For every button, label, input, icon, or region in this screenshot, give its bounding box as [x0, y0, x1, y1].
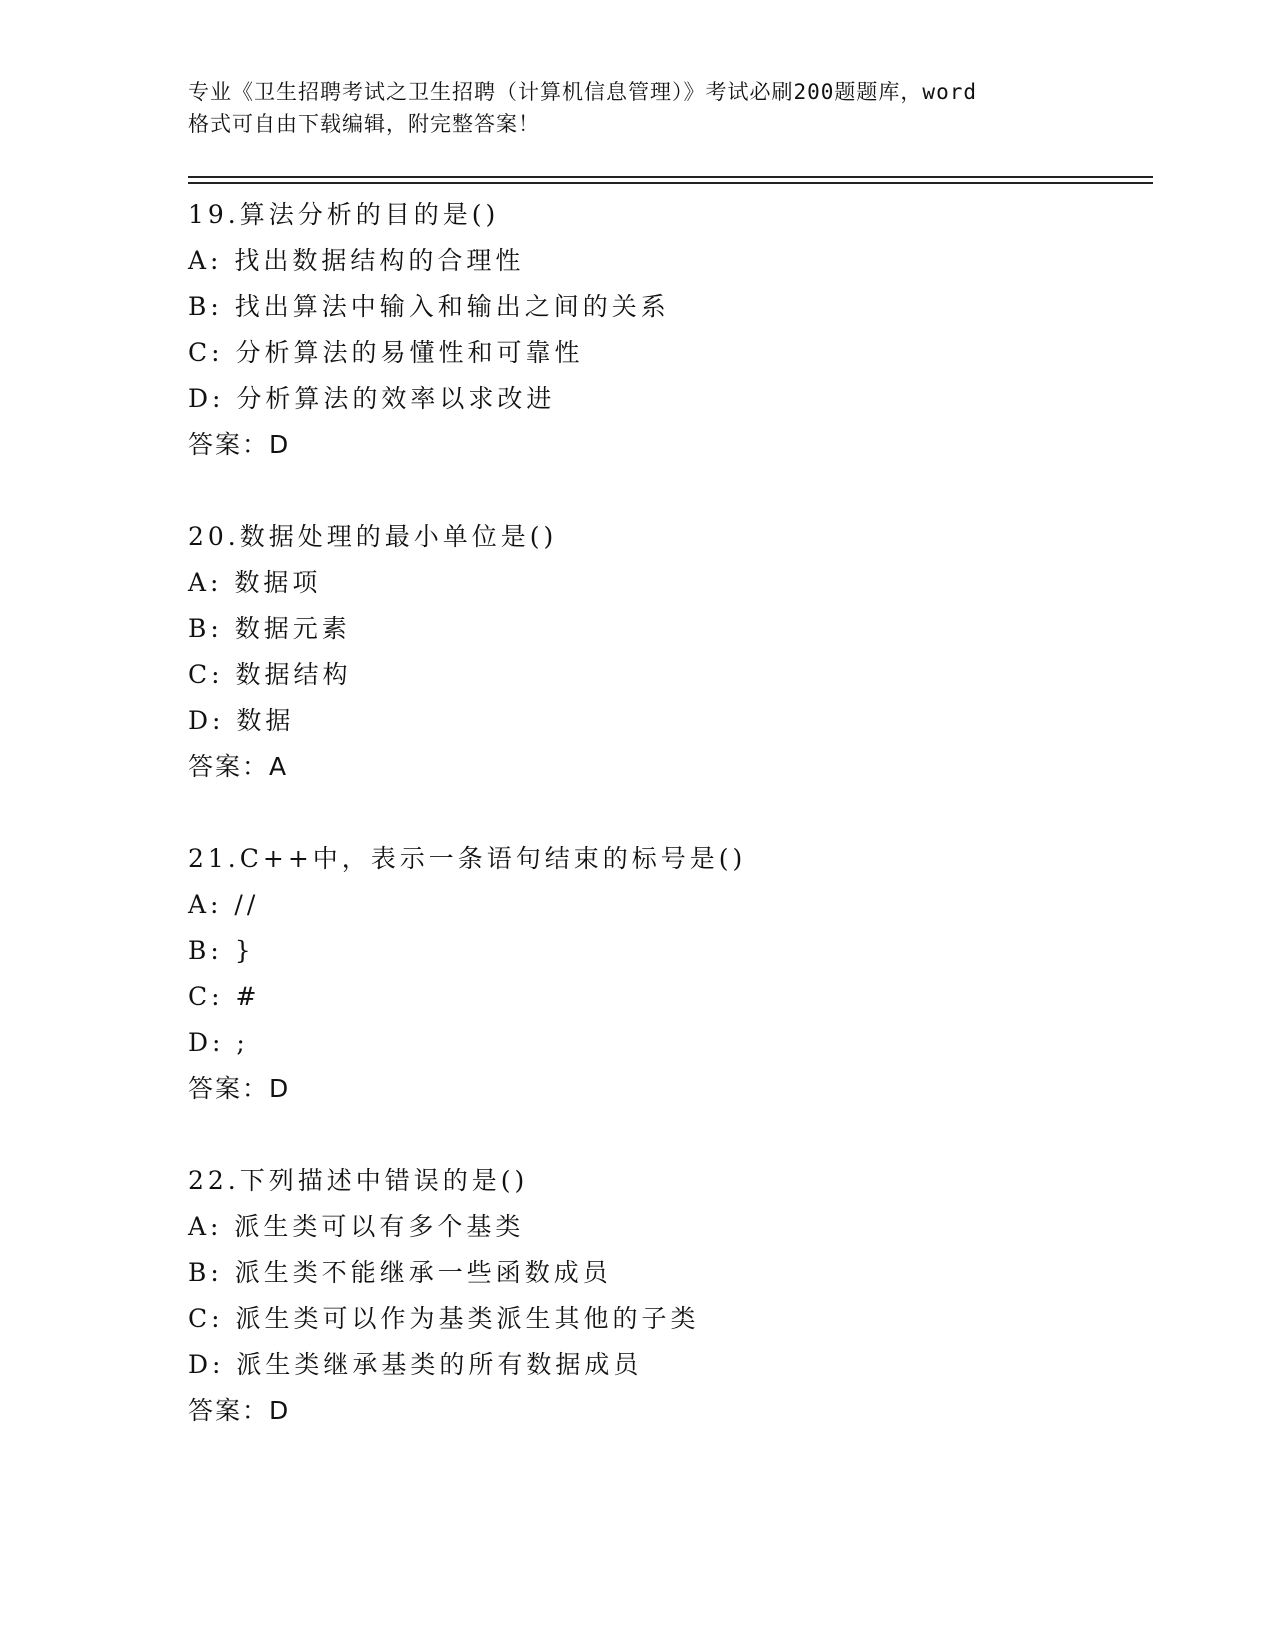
- answer-text: 答案：D: [188, 1396, 291, 1425]
- option-a: A: 数据项: [188, 568, 322, 597]
- question-text: 19.算法分析的目的是(): [188, 200, 500, 229]
- question-list: [188, 192, 1148, 1480]
- option-c: C: #: [188, 982, 261, 1011]
- option-d: D: ;: [188, 1028, 249, 1057]
- header-divider-bottom: [188, 182, 1153, 184]
- header-divider-top: [188, 176, 1153, 178]
- option-b: B: 派生类不能继承一些函数成员: [188, 1258, 612, 1287]
- question-text: 21.C++中，表示一条语句结束的标号是(): [188, 844, 747, 873]
- option-c: C: 数据结构: [188, 660, 352, 689]
- answer-text: 答案：D: [188, 430, 291, 459]
- question-text: 22.下列描述中错误的是(): [188, 1166, 529, 1195]
- option-b: B: }: [188, 936, 255, 965]
- question-block: [188, 514, 1148, 790]
- option-a: A: //: [188, 890, 260, 919]
- answer-text: 答案：D: [188, 1074, 291, 1103]
- option-d: D: 派生类继承基类的所有数据成员: [188, 1350, 643, 1379]
- question-block: [188, 1158, 1148, 1434]
- option-c: C: 分析算法的易懂性和可靠性: [188, 338, 584, 367]
- header-line-2: 格式可自由下载编辑，附完整答案！: [188, 112, 540, 136]
- option-c: C: 派生类可以作为基类派生其他的子类: [188, 1304, 700, 1333]
- question-block: [188, 192, 1148, 468]
- option-a: A: 派生类可以有多个基类: [188, 1212, 525, 1241]
- option-d: D: 分析算法的效率以求改进: [188, 384, 556, 413]
- option-b: B: 找出算法中输入和输出之间的关系: [188, 292, 670, 321]
- question-block: [188, 836, 1148, 1112]
- answer-text: 答案：A: [188, 752, 289, 781]
- document-header: [188, 76, 1088, 140]
- header-line-1: 专业《卫生招聘考试之卫生招聘（计算机信息管理）》考试必刷200题题库，word: [188, 80, 977, 104]
- option-a: A: 找出数据结构的合理性: [188, 246, 525, 275]
- option-b: B: 数据元素: [188, 614, 351, 643]
- option-d: D: 数据: [188, 706, 295, 735]
- question-text: 20.数据处理的最小单位是(): [188, 522, 558, 551]
